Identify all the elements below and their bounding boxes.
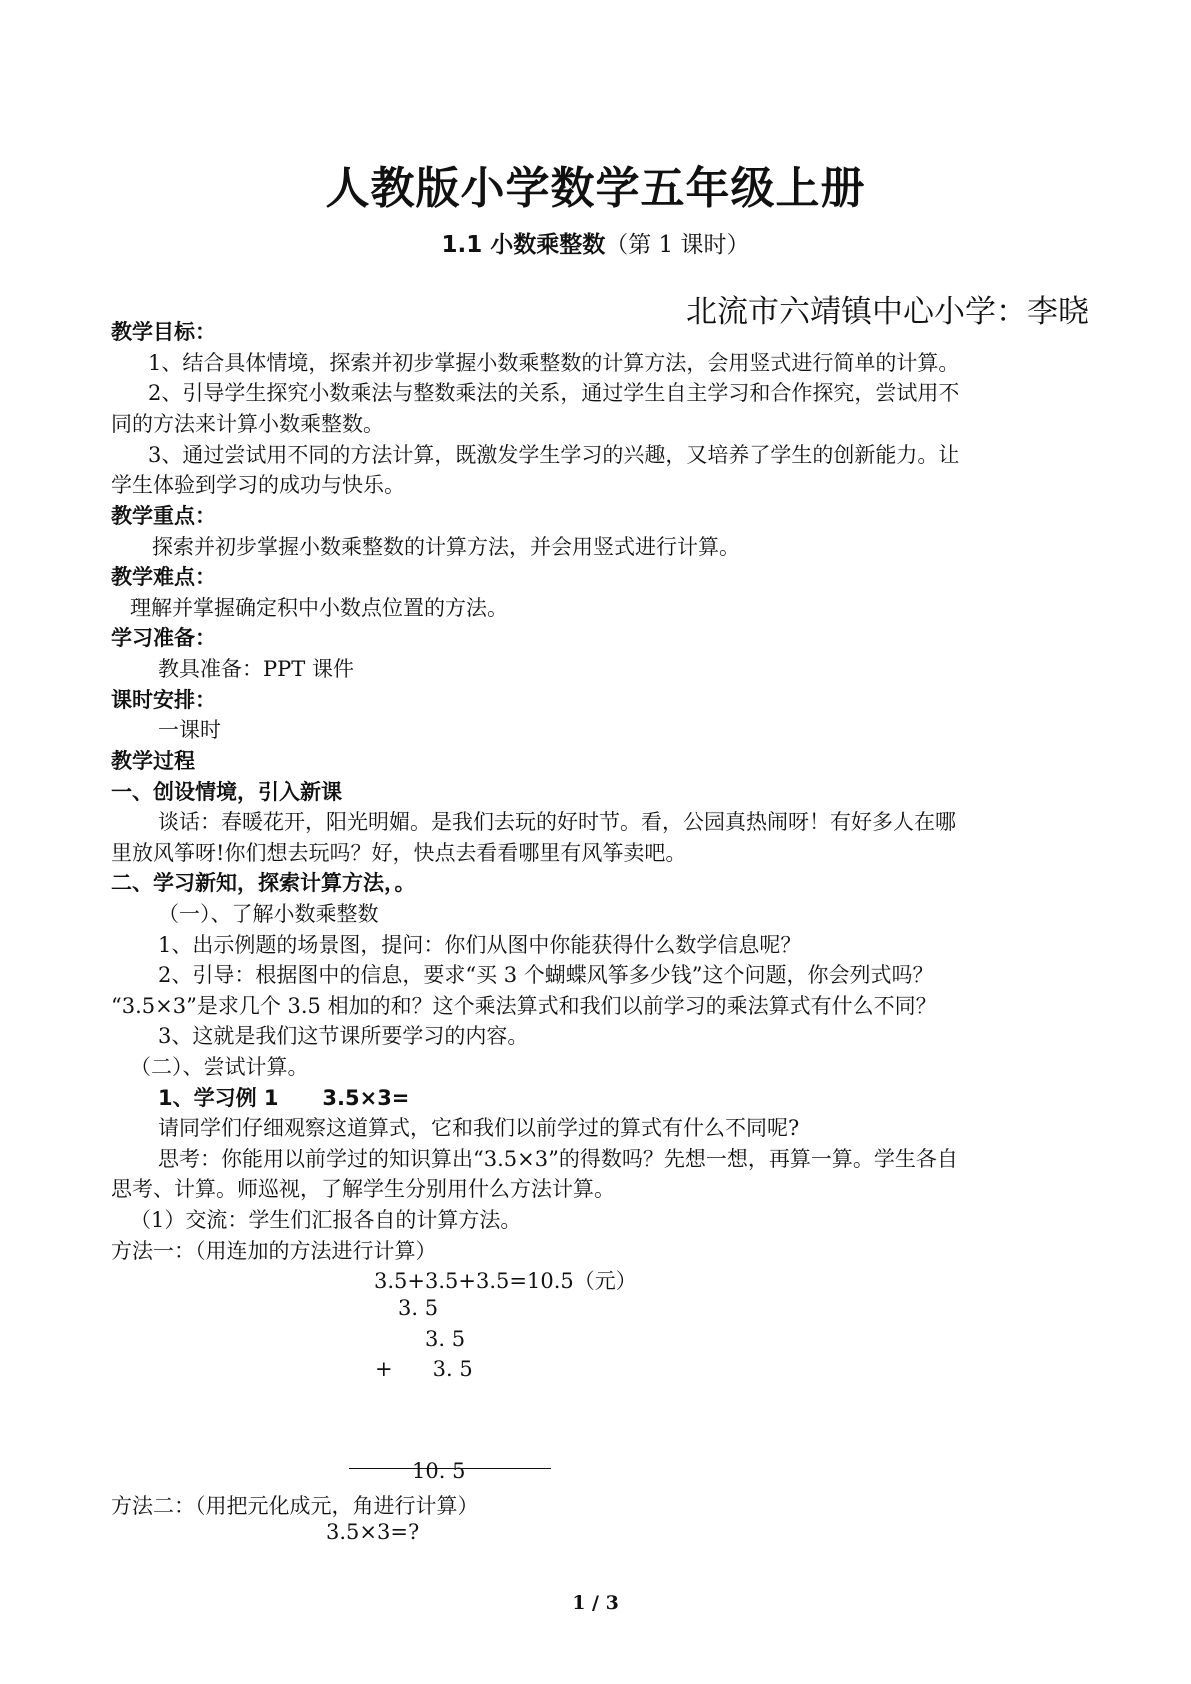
subtitle-period: （第 1 课时） <box>605 232 750 258</box>
text-line: 一课时 <box>158 718 221 742</box>
heading-section-2: 二、学习新知，探索计算方法，。 <box>111 871 416 895</box>
example-heading: 1、学习例 1 3.5×3= <box>158 1086 410 1110</box>
text-line: 同的方法来计算小数乘整数。 <box>111 412 384 436</box>
heading-difficulties: 教学难点： <box>111 565 216 589</box>
text-line: 里放风筝呀!你们想去玩吗？好，快点去看看哪里有风筝卖吧。 <box>111 841 687 865</box>
text-line: 理解并掌握确定积中小数点位置的方法。 <box>130 596 508 620</box>
text-line: 谈话：春暖花开，阳光明媚。是我们去玩的好时节。看，公园真热闹呀！有好多人在哪 <box>158 810 956 834</box>
method-two-equation: 3.5×3=? <box>326 1520 420 1544</box>
text-line: 2、引导学生探究小数乘法与整数乘法的关系，通过学生自主学习和合作探究，尝试用不 <box>148 381 960 405</box>
method-two-label: 方法二：（用把元化成元，角进行计算） <box>111 1494 479 1518</box>
text-line: 思考：你能用以前学过的知识算出“3.5×3”的得数吗？先想一想，再算一算。学生各自 <box>158 1147 958 1171</box>
method-one-label: 方法一：（用连加的方法进行计算） <box>111 1239 437 1263</box>
text-line: 3、通过尝试用不同的方法计算，既激发学生学习的兴趣，又培养了学生的创新能力。让 <box>148 443 960 467</box>
text-line: （一）、了解小数乘整数 <box>158 902 379 926</box>
text-line: 教具准备：PPT 课件 <box>158 657 354 681</box>
text-line: “3.5×3”是求几个 3.5 相加的和？这个乘法算式和我们以前学习的乘法算式有什么不同？ <box>111 994 937 1018</box>
heading-section-1: 一、创设情境，引入新课 <box>111 780 342 804</box>
vertical-addend: 3. 5 <box>398 1296 439 1320</box>
text-line: 3、这就是我们这节课所要学习的内容。 <box>158 1024 529 1048</box>
vertical-addend: 3. 5 <box>425 1327 466 1351</box>
subtitle <box>0 226 1191 259</box>
vertical-addend-with-plus: + 3. 5 <box>375 1357 473 1381</box>
addition-equation: 3.5+3.5+3.5=10.5（元） <box>374 1269 637 1293</box>
page-number: 1 / 3 <box>572 1592 619 1614</box>
text-line: 1、结合具体情境，探索并初步掌握小数乘整数的计算方法，会用竖式进行简单的计算。 <box>148 351 960 375</box>
text-line: 探索并初步掌握小数乘整数的计算方法，并会用竖式进行计算。 <box>152 535 740 559</box>
vertical-sum: 10. 5 <box>412 1459 466 1483</box>
text-line: 请同学们仔细观察这道算式，它和我们以前学过的算式有什么不同呢? <box>158 1116 800 1140</box>
text-line: 学生体验到学习的成功与快乐。 <box>111 473 405 497</box>
heading-process: 教学过程 <box>111 749 195 773</box>
heading-objectives: 教学目标： <box>111 320 216 344</box>
heading-key-points: 教学重点： <box>111 504 216 528</box>
author-line: 北流市六靖镇中心小学：李晓 <box>686 294 1089 330</box>
page-title: 人教版小学数学五年级上册 <box>325 163 866 214</box>
heading-preparation: 学习准备： <box>111 626 216 650</box>
text-line: （二）、尝试计算。 <box>130 1055 309 1079</box>
subtitle-lesson: 1.1 小数乘整数 <box>441 232 606 258</box>
text-line: 思考、计算。师巡视，了解学生分别用什么方法计算。 <box>111 1177 615 1201</box>
text-line: （1）交流：学生们汇报各自的计算方法。 <box>130 1208 522 1232</box>
text-line: 1、出示例题的场景图，提问：你们从图中你能获得什么数学信息呢？ <box>158 933 802 957</box>
heading-schedule: 课时安排： <box>111 688 216 712</box>
text-line: 2、引导：根据图中的信息，要求“买 3 个蝴蝶风筝多少钱”这个问题，你会列式吗？ <box>158 963 934 987</box>
